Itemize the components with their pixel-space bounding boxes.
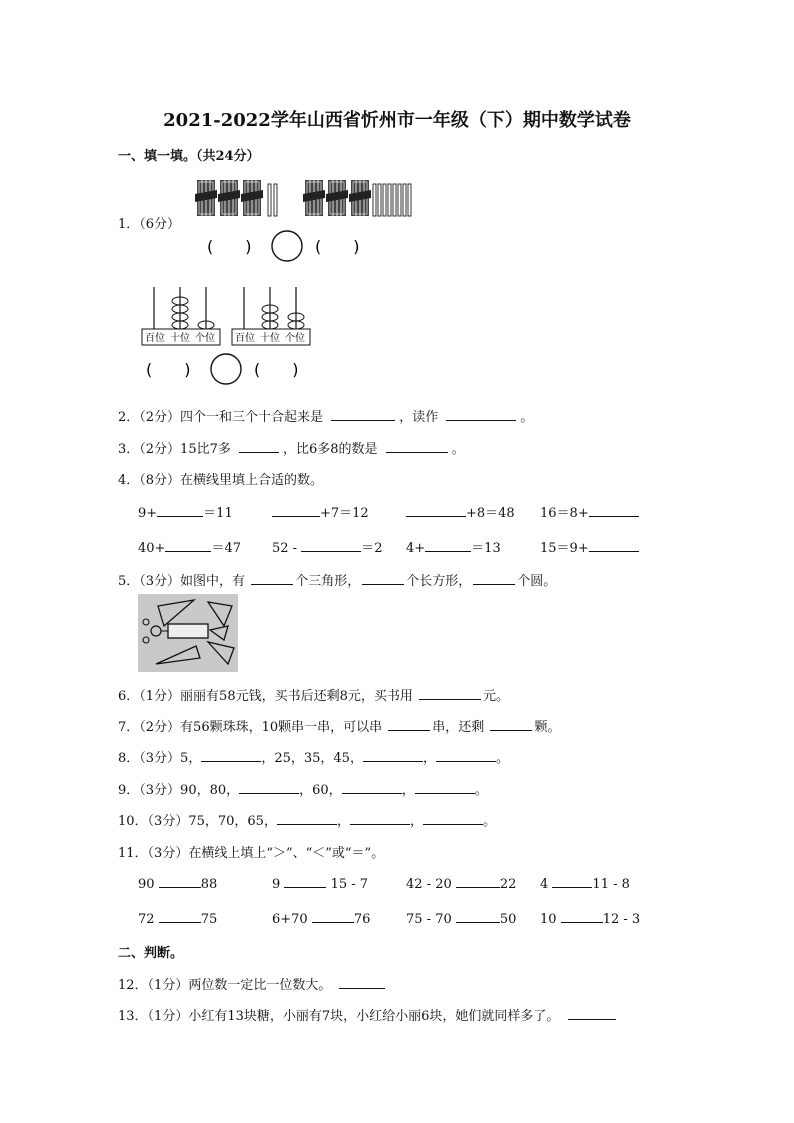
sticks-group-icon (373, 184, 411, 216)
answer-blank[interactable] (157, 503, 203, 517)
answer-blank[interactable] (239, 439, 279, 453)
bundle-icon (218, 180, 240, 216)
bundle-icon (195, 180, 217, 216)
answer-blank[interactable] (425, 538, 471, 552)
section-heading-judge: 二、判断。 (118, 946, 184, 961)
bundle-icon (349, 180, 371, 216)
question-1-label: 1．（6分） (118, 217, 181, 232)
question-text: 2．（2分）四个一和三个十合起来是 (118, 410, 324, 425)
answer-blank[interactable] (568, 1006, 616, 1020)
bundles-sticks-figure (195, 178, 417, 264)
answer-blank[interactable] (159, 909, 201, 923)
q4-item: +7＝12 (272, 502, 369, 521)
page-title: 2021-2022学年山西省忻州市一年级（下）期中数学试卷 (163, 110, 631, 131)
q11-item: 4 11 - 8 (540, 874, 630, 892)
question-7: 7．（2分）有56颗珠珠，10颗串一串，可以串 串，还剩 颗。 (118, 716, 560, 735)
question-text: 。 (520, 410, 534, 425)
stick-icon (274, 184, 277, 216)
answer-blank[interactable] (589, 503, 639, 517)
question-text: 3．（2分）15比7多 (118, 442, 231, 457)
answer-blank[interactable] (165, 538, 211, 552)
q11-item: 90 88 (138, 874, 217, 892)
question-12: 12．（1分）两位数一定比一位数大。 (118, 974, 385, 993)
abacus-label: 十位 (260, 333, 280, 344)
answer-paren: ( ) (315, 237, 360, 256)
answer-blank[interactable] (490, 717, 532, 731)
answer-blank[interactable] (272, 503, 320, 517)
q11-item: 6+70 76 (272, 909, 370, 927)
answer-blank[interactable] (339, 975, 385, 989)
q11-item: 75 - 70 50 (406, 909, 516, 927)
question-5: 5．（3分）如图中，有 个三角形， 个长方形， 个圆。 (118, 570, 556, 589)
answer-blank[interactable] (312, 909, 354, 923)
answer-blank[interactable] (456, 909, 500, 923)
answer-blank[interactable] (436, 748, 496, 762)
answer-blank[interactable] (388, 717, 430, 731)
q4-item: 52 - ＝2 (272, 537, 382, 556)
answer-blank[interactable] (456, 874, 500, 888)
answer-paren: ( ) (146, 360, 191, 379)
stick-icon (268, 184, 271, 216)
answer-blank[interactable] (239, 780, 299, 794)
answer-blank[interactable] (201, 748, 261, 762)
answer-blank[interactable] (446, 407, 516, 421)
q4-item: 15＝9+ (540, 537, 639, 556)
abacus-label: 百位 (235, 333, 255, 344)
answer-blank[interactable] (363, 748, 423, 762)
abacus-figure (138, 283, 313, 389)
question-6: 6．（1分）丽丽有58元钱，买书后还剩8元，买书用 元。 (118, 685, 509, 704)
q11-item: 72 75 (138, 909, 217, 927)
q4-item: 4+ ＝13 (406, 537, 501, 556)
answer-blank[interactable] (342, 780, 402, 794)
abacus-label: 个位 (195, 333, 215, 344)
answer-blank[interactable] (423, 811, 483, 825)
bundle-icon (241, 180, 263, 216)
answer-blank[interactable] (473, 571, 515, 585)
question-13: 13．（1分）小红有13块糖，小丽有7块，小红给小丽6块，她们就同样多了。 (118, 1005, 616, 1024)
question-2 (118, 406, 533, 425)
abacus-label: 个位 (285, 333, 305, 344)
rectangle-shape (168, 624, 208, 638)
q4-item: 9+ ＝11 (138, 502, 233, 521)
bundle-icon (326, 180, 348, 216)
question-3 (118, 438, 465, 457)
answer-blank[interactable] (419, 686, 481, 700)
answer-blank[interactable] (406, 503, 466, 517)
answer-blank[interactable] (362, 571, 404, 585)
abacus-left (142, 287, 220, 345)
question-text: 。 (451, 442, 465, 457)
q11-item: 9 15 - 7 (272, 874, 368, 892)
answer-blank[interactable] (159, 874, 201, 888)
answer-blank[interactable] (561, 909, 603, 923)
q4-item: +8＝48 (406, 502, 515, 521)
question-9: 9．（3分）90，80， ，60， ， 。 (118, 779, 488, 798)
answer-blank[interactable] (251, 571, 293, 585)
answer-blank[interactable] (301, 538, 361, 552)
abacus-label: 十位 (170, 333, 190, 344)
q4-item: 40+ ＝47 (138, 537, 241, 556)
question-8: 8．（3分）5， ，25，35，45， ， 。 (118, 747, 509, 766)
section-heading-fill: 一、填一填。（共24分） (118, 149, 260, 164)
answer-blank[interactable] (350, 811, 410, 825)
answer-blank[interactable] (552, 874, 592, 888)
answer-blank[interactable] (589, 538, 639, 552)
question-text: ，读作 (399, 410, 439, 425)
question-10: 10．（3分）75，70，65， ， ， 。 (118, 810, 496, 829)
compare-circle (272, 231, 302, 261)
q4-item: 16＝8+ (540, 502, 639, 521)
q11-item: 42 - 20 22 (406, 874, 516, 892)
question-text: ，比6多8的数是 (283, 442, 378, 457)
abacus-right (232, 287, 310, 345)
answer-paren: ( ) (207, 237, 252, 256)
question-4-label: 4．（8分）在横线里填上合适的数。 (118, 473, 324, 488)
question-11-label: 11．（3分）在横线上填上“＞”、“＜”或“＝”。 (118, 846, 385, 861)
answer-blank[interactable] (277, 811, 337, 825)
shapes-figure (138, 594, 238, 672)
compare-circle (211, 354, 241, 384)
q11-item: 10 12 - 3 (540, 909, 640, 927)
answer-blank[interactable] (284, 874, 326, 888)
answer-blank[interactable] (386, 439, 448, 453)
abacus-label: 百位 (145, 333, 165, 344)
answer-blank[interactable] (415, 780, 475, 794)
answer-blank[interactable] (331, 407, 395, 421)
answer-paren: ( ) (254, 360, 299, 379)
bundle-icon (303, 180, 325, 216)
